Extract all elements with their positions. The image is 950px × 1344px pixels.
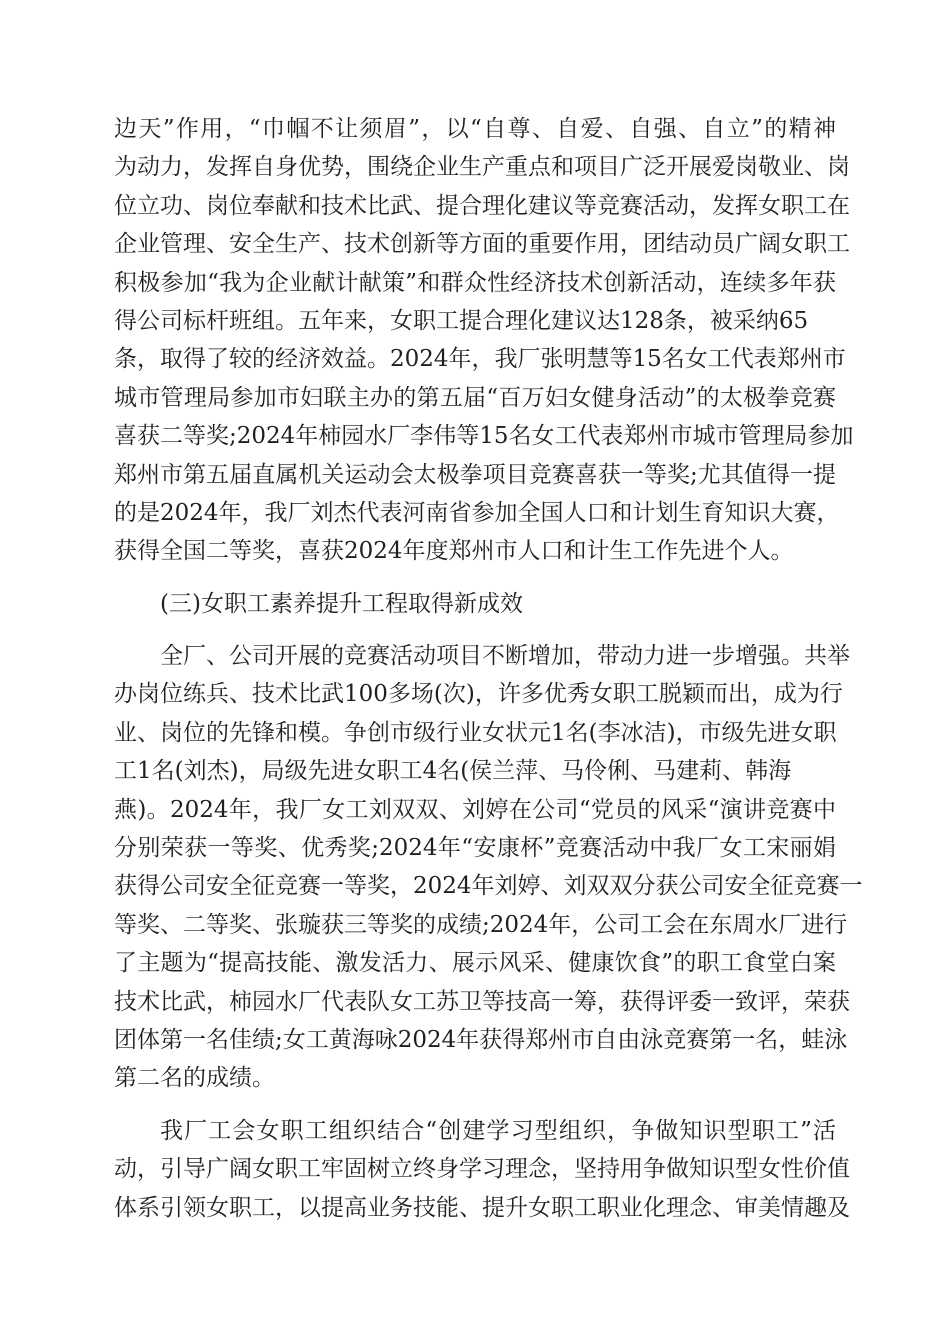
paragraph-line: 全厂、公司开展的竞赛活动项目不断增加，带动力进一步增强。共举	[160, 643, 850, 670]
paragraph-line: 办岗位练兵、技术比武100多场(次)，许多优秀女职工脱颖而出，成为行	[114, 681, 843, 708]
paragraph-line: 业、岗位的先锋和模。争创市级行业女状元1名(李冰洁)，市级先进女职	[114, 719, 837, 746]
paragraph-line: 城市管理局参加市妇联主办的第五届“百万妇女健身活动”的太极拳竞赛	[114, 384, 836, 411]
paragraph-line: 团体第一名佳绩;女工黄海咏2024年获得郑州市自由泳竞赛第一名，蛙泳	[114, 1026, 848, 1053]
paragraph-line: 了主题为“提高技能、激发活力、展示风采、健康饮食”的职工食堂白案	[114, 950, 836, 977]
paragraph-line: 技术比武，柿园水厂代表队女工苏卫等技高一筹，获得评委一致评，荣获	[114, 988, 850, 1015]
paragraph-line: 得公司标杆班组。五年来，女职工提合理化建议达128条，被采纳65	[114, 307, 809, 334]
paragraph-line: 边天”作用，“巾帼不让须眉”，以“自尊、自爱、自强、自立”的精神	[114, 116, 836, 142]
paragraph-line: 等奖、二等奖、张璇获三等奖的成绩;2024年，公司工会在东周水厂进行	[114, 911, 848, 938]
paragraph-line: 我厂工会女职工组织结合“创建学习型组织，争做知识型职工”活	[160, 1117, 836, 1144]
document-body	[114, 110, 863, 1227]
paragraph-2	[114, 637, 863, 1098]
paragraph-line: 为动力，发挥自身优势，围绕企业生产重点和项目广泛开展爱岗敬业、岗	[114, 154, 850, 181]
paragraph-line: 工1名(刘杰)，局级先进女职工4名(侯兰萍、马伶俐、马建莉、韩海	[114, 758, 792, 785]
paragraph-line: 积极参加“我为企业献计献策”和群众性经济技术创新活动，连续多年获	[114, 269, 836, 296]
paragraph-1	[114, 110, 854, 571]
paragraph-line: 体系引领女职工，以提高业务技能、提升女职工职业化理念、审美情趣及	[114, 1194, 850, 1221]
paragraph-line: 位立功、岗位奉献和技术比武、提合理化建议等竞赛活动，发挥女职工在	[114, 192, 850, 219]
paragraph-line: 获得公司安全征竞赛一等奖，2024年刘婷、刘双双分获公司安全征竞赛一	[114, 873, 863, 900]
paragraph-line: 郑州市第五届直属机关运动会太极拳项目竞赛喜获一等奖;尤其值得一提	[114, 461, 836, 488]
paragraph-line: 企业管理、安全生产、技术创新等方面的重要作用，团结动员广阔女职工	[114, 231, 850, 258]
paragraph-line: 喜获二等奖;2024年柿园水厂李伟等15名女工代表郑州市城市管理局参加	[114, 423, 854, 450]
paragraph-line: 燕)。2024年，我厂女工刘双双、刘婷在公司“党员的风采“演讲竞赛中	[114, 796, 836, 823]
paragraph-3	[114, 1112, 850, 1227]
paragraph-line: 分别荣获一等奖、优秀奖;2024年“安康杯”竞赛活动中我厂女工宋丽娟	[114, 835, 836, 862]
section-heading: (三)女职工素养提升工程取得新成效	[160, 590, 523, 617]
paragraph-line: 条，取得了较的经济效益。2024年，我厂张明慧等15名女工代表郑州市	[114, 346, 846, 373]
paragraph-line: 的是2024年，我厂刘杰代表河南省参加全国人口和计划生育知识大赛，	[114, 499, 840, 526]
paragraph-line: 第二名的成绩。	[114, 1065, 275, 1092]
paragraph-line: 动，引导广阔女职工牢固树立终身学习理念，坚持用争做知识型女性价值	[114, 1156, 850, 1183]
paragraph-line: 获得全国二等奖，喜获2024年度郑州市人口和计生工作先进个人。	[114, 538, 794, 565]
